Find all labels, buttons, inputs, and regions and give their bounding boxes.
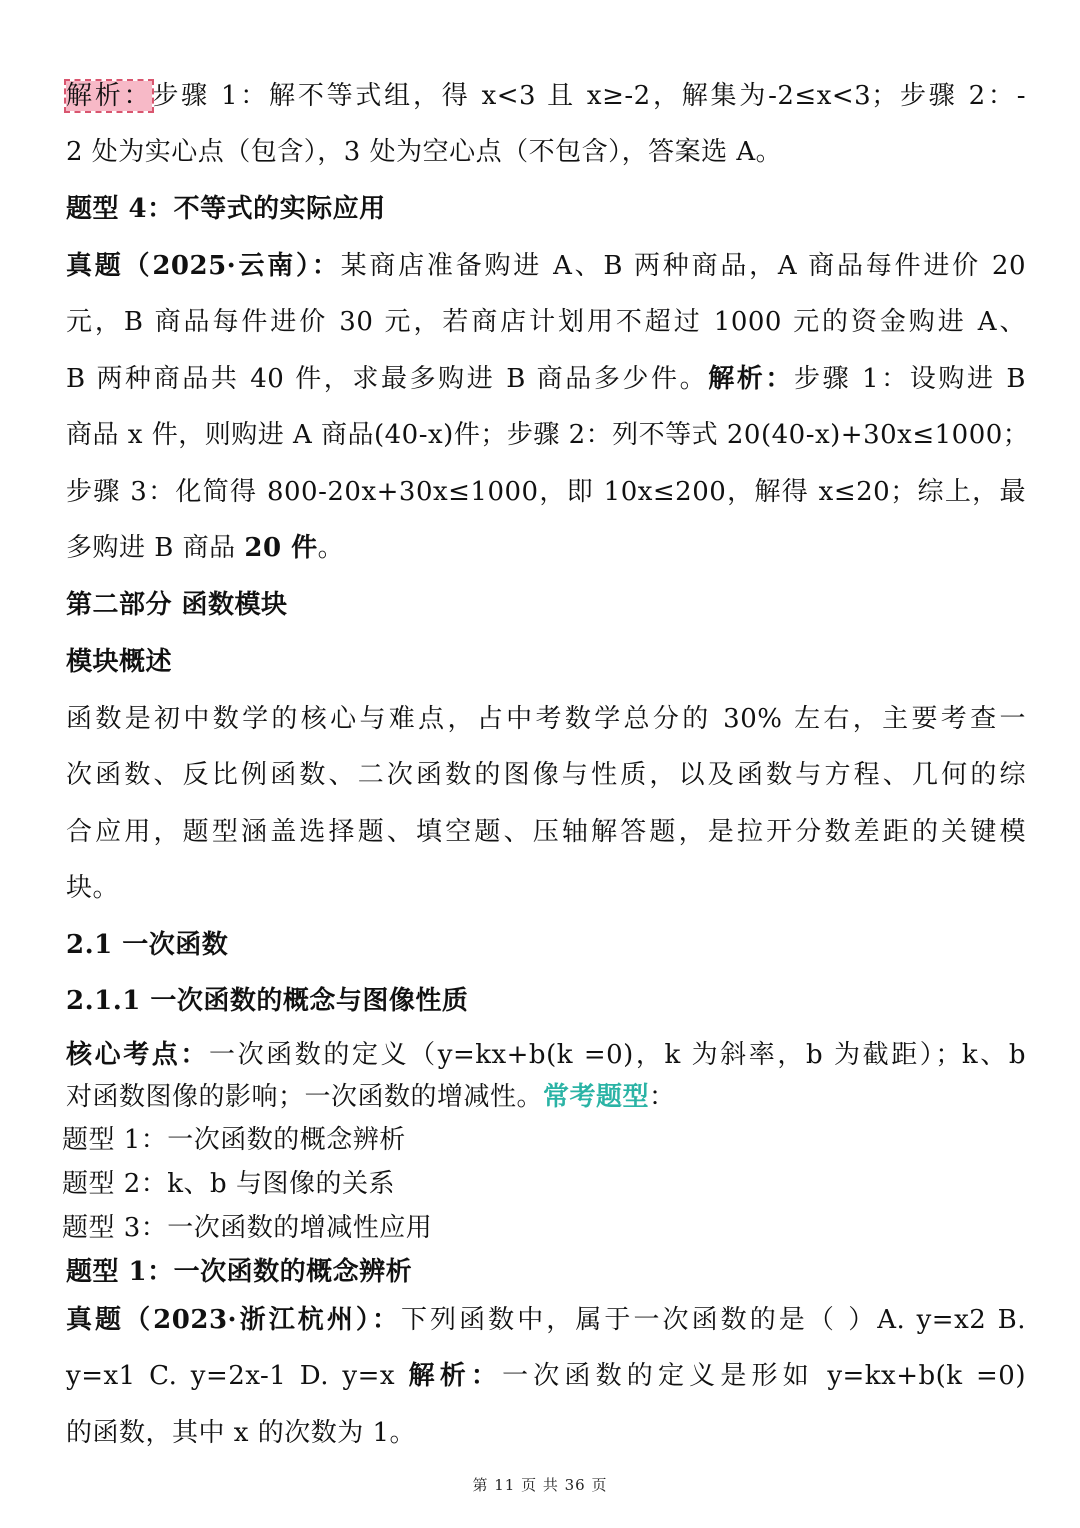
core-points-line-1 — [66, 1037, 1026, 1073]
heading-2-1: 2.1 一次函数 — [66, 930, 229, 960]
common-types-label: 常考题型 — [543, 1082, 650, 1112]
analysis-text: 步骤 1：设购进 B — [794, 364, 1026, 394]
answer-value: 20 件 — [244, 533, 318, 563]
heading-part-2: 第二部分 函数模块 — [66, 590, 288, 620]
overview-line-3: 合应用，题型涵盖选择题、填空题、压轴解答题，是拉开分数差距的关键模 — [66, 817, 1026, 847]
analysis-line-1 — [66, 78, 1026, 114]
analysis-label: 解析： — [708, 364, 794, 394]
analysis-label-highlight: 解析： — [66, 81, 153, 111]
heading-type-1: 题型 1：一次函数的概念辨析 — [66, 1257, 413, 1287]
exam-question-line-6 — [66, 530, 1026, 566]
type-list-item: 题型 3：一次函数的增减性应用 — [62, 1213, 433, 1243]
core-points-text: 对函数图像的影响；一次函数的增减性。 — [66, 1082, 544, 1112]
type-list-item: 题型 2：k、b 与图像的关系 — [62, 1169, 395, 1199]
heading-2-1-1: 2.1.1 一次函数的概念与图像性质 — [66, 986, 469, 1016]
analysis-text: 步骤 1：解不等式组，得 x<3 且 x≥-2，解集为-2≤x<3；步骤 2：- — [152, 81, 1026, 111]
exam-question-line-5: 步骤 3：化简得 800-20x+30x≤1000，即 10x≤200，解得 x≤20；综上，最 — [66, 477, 1026, 507]
heading-overview: 模块概述 — [66, 647, 173, 677]
heading-type-4: 题型 4：不等式的实际应用 — [66, 194, 386, 224]
exam-text: B 两种商品共 40 件，求最多购进 B 商品多少件。 — [66, 364, 709, 394]
core-points-label: 核心考点： — [66, 1040, 209, 1070]
exam2-text: 下列函数中，属于一次函数的是（ ）A. y=x2 B. — [401, 1305, 1026, 1335]
exam2-line-1 — [66, 1302, 1026, 1338]
exam2-label: 真题（2023·浙江杭州）： — [66, 1305, 401, 1335]
overview-line-2: 次函数、反比例函数、二次函数的图像与性质，以及函数与方程、几何的综 — [66, 760, 1026, 790]
analysis-label: 解析： — [408, 1361, 503, 1391]
page-footer: 第 11 页 共 36 页 — [472, 1476, 608, 1494]
colon: ： — [649, 1082, 676, 1112]
exam-text: 某商店准备购进 A、B 两种商品，A 商品每件进价 20 — [340, 251, 1026, 281]
exam2-line-2 — [66, 1358, 1026, 1394]
core-points-line-2 — [66, 1079, 1026, 1115]
exam-label: 真题（2025·云南）： — [66, 251, 341, 281]
answer-text: 多购进 B 商品 — [66, 533, 245, 563]
analysis-line-2: 2 处为实心点（包含），3 处为空心点（不包含），答案选 A。 — [66, 137, 783, 167]
type-list-item: 题型 1：一次函数的概念辨析 — [62, 1125, 406, 1155]
analysis-text: 一次函数的定义是形如 y=kx+b(k =0) — [502, 1361, 1026, 1391]
exam-question-line-4: 商品 x 件，则购进 A 商品(40-x)件；步骤 2：列不等式 20(40-x)+30x≤1000； — [66, 420, 1030, 450]
exam2-line-3: 的函数，其中 x 的次数为 1。 — [66, 1418, 416, 1448]
exam-question-line-3 — [66, 361, 1026, 397]
exam-question-line-2: 元，B 商品每件进价 30 元，若商店计划用不超过 1000 元的资金购进 A、 — [66, 307, 1026, 337]
overview-line-1: 函数是初中数学的核心与难点，占中考数学总分的 30% 左右，主要考查一 — [66, 704, 1026, 734]
exam-question-line-1 — [66, 248, 1026, 284]
overview-line-4: 块。 — [66, 873, 120, 903]
core-points-text: 一次函数的定义（y=kx+b(k =0)，k 为斜率，b 为截距）；k、b — [208, 1040, 1026, 1070]
answer-end: 。 — [317, 533, 345, 563]
exam2-options: y=x1 C. y=2x-1 D. y=x — [66, 1361, 409, 1391]
